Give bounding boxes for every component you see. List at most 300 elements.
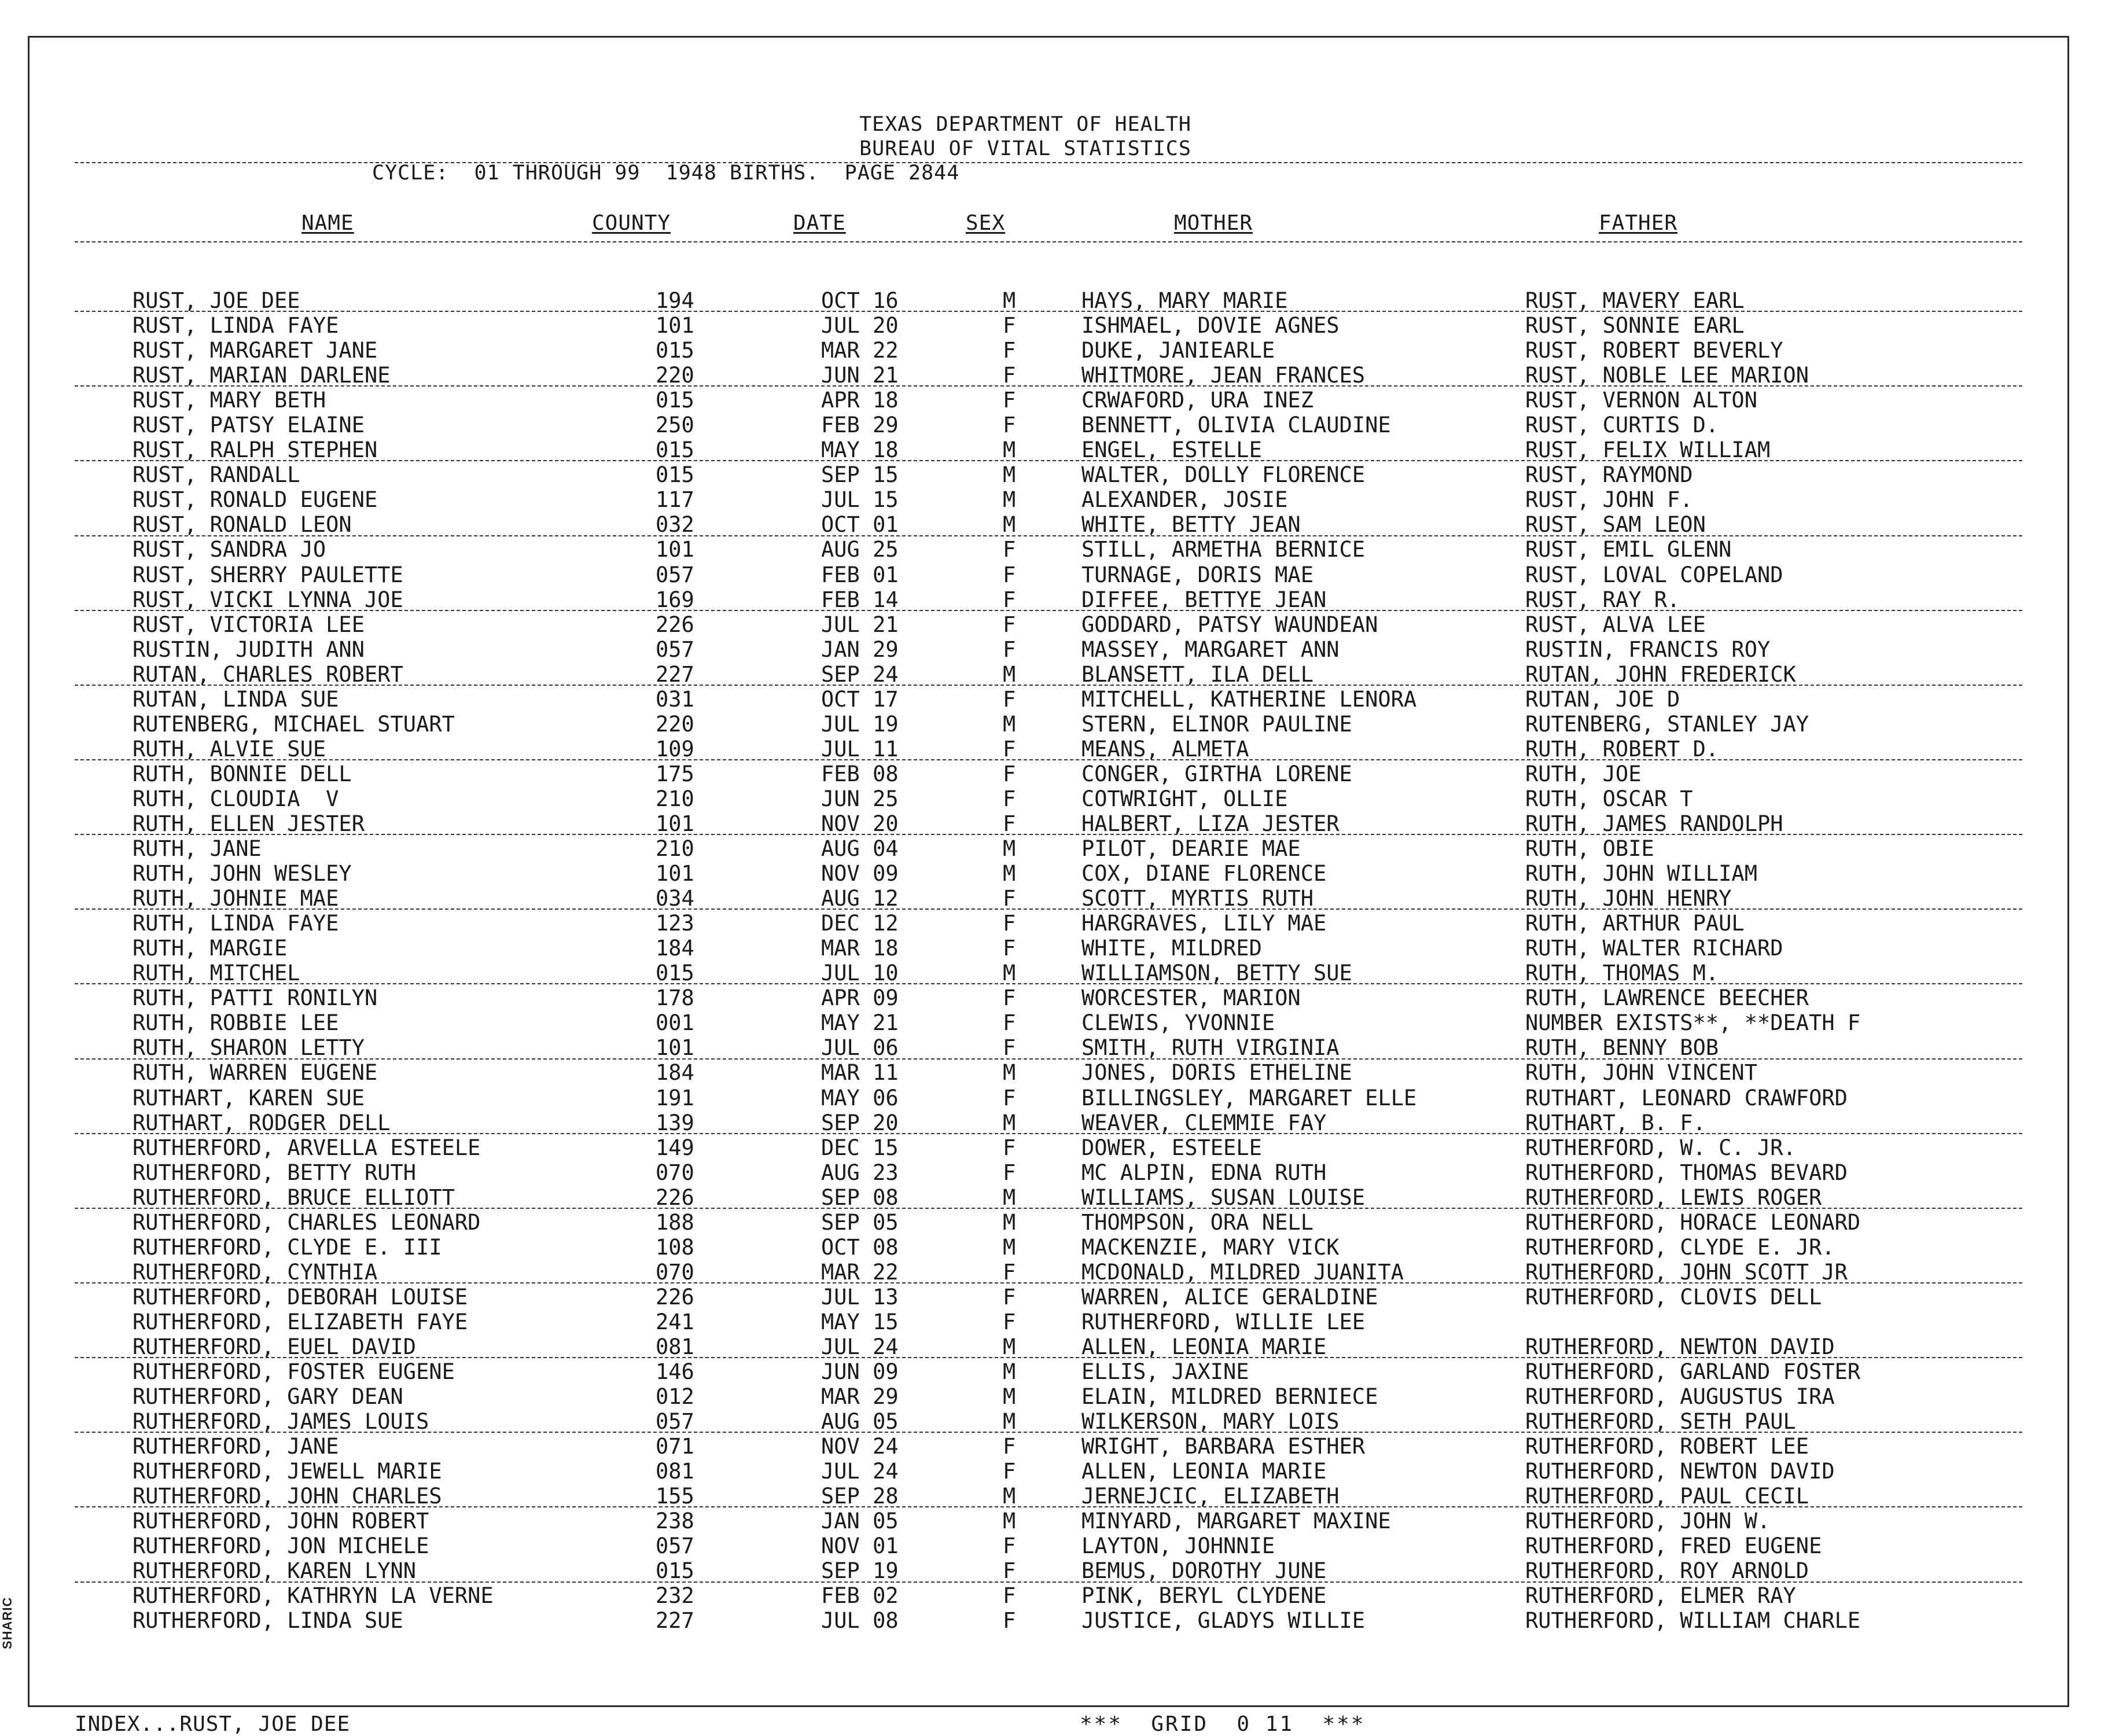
row-separator xyxy=(75,610,2022,611)
cell-mother: WORCESTER, MARION xyxy=(1081,985,1301,1011)
table-row xyxy=(30,1384,2067,1409)
cell-sex: M xyxy=(1003,1185,1016,1210)
cell-father: RUTHERFORD, FRED EUGENE xyxy=(1525,1533,1822,1559)
cell-date: NOV 24 xyxy=(821,1434,899,1459)
cell-father: RUTHERFORD, AUGUSTUS IRA xyxy=(1525,1384,1835,1410)
cell-sex: F xyxy=(1003,363,1016,388)
row-separator xyxy=(75,1133,2022,1134)
cell-father: RUTHERFORD, ROBERT LEE xyxy=(1525,1434,1809,1459)
table-row xyxy=(30,1260,2067,1285)
table-row xyxy=(30,612,2067,637)
cell-county: 210 xyxy=(656,786,694,811)
table-row xyxy=(30,1583,2067,1608)
cell-date: AUG 05 xyxy=(821,1409,899,1435)
cell-father: RUST, ROBERT BEVERLY xyxy=(1525,338,1783,363)
cell-mother: BILLINGSLEY, MARGARET ELLE xyxy=(1081,1085,1417,1110)
cell-county: 232 xyxy=(656,1583,694,1609)
bureau-title: BUREAU OF VITAL STATISTICS xyxy=(859,137,1191,160)
cell-sex: M xyxy=(1003,462,1016,488)
table-row xyxy=(30,1334,2067,1359)
cell-county: 081 xyxy=(656,1334,694,1359)
cell-mother: ALLEN, LEONIA MARIE xyxy=(1081,1459,1327,1484)
cell-name: RUSTIN, JUDITH ANN xyxy=(133,637,365,662)
table-row xyxy=(30,811,2067,836)
cell-sex: F xyxy=(1003,911,1016,936)
cell-sex: M xyxy=(1003,961,1016,986)
records-table xyxy=(30,288,2067,1634)
table-row xyxy=(30,462,2067,487)
cell-name: RUTH, JOHNIE MAE xyxy=(133,886,339,911)
cell-name: RUTH, CLOUDIA V xyxy=(133,786,339,811)
cell-father: RUTHERFORD, HORACE LEONARD xyxy=(1525,1209,1861,1235)
cell-sex: F xyxy=(1003,1434,1016,1459)
cell-mother: WILLIAMS, SUSAN LOUISE xyxy=(1081,1185,1366,1210)
cell-father: RUTHERFORD, NEWTON DAVID xyxy=(1525,1459,1835,1484)
cell-name: RUST, RONALD EUGENE xyxy=(133,487,378,513)
cell-mother: PINK, BERYL CLYDENE xyxy=(1081,1583,1327,1609)
cell-mother: JUSTICE, GLADYS WILLIE xyxy=(1081,1608,1366,1634)
table-row xyxy=(30,587,2067,612)
cell-sex: M xyxy=(1003,1060,1016,1086)
cell-mother: MASSEY, MARGARET ANN xyxy=(1081,637,1340,662)
cell-date: JUL 21 xyxy=(821,612,899,637)
cell-name: RUTHERFORD, FOSTER EUGENE xyxy=(133,1359,455,1385)
cell-date: AUG 23 xyxy=(821,1160,899,1185)
cell-sex: M xyxy=(1003,836,1016,862)
cell-sex: M xyxy=(1003,1409,1016,1435)
cell-father: RUST, VERNON ALTON xyxy=(1525,388,1757,413)
cell-county: 012 xyxy=(656,1384,694,1410)
cell-father: RUTH, ARTHUR PAUL xyxy=(1525,911,1745,936)
table-row xyxy=(30,437,2067,462)
cell-name: RUTH, BONNIE DELL xyxy=(133,761,352,786)
cell-mother: PILOT, DEARIE MAE xyxy=(1081,836,1301,862)
cell-mother: WILLIAMSON, BETTY SUE xyxy=(1081,961,1352,986)
cell-county: 101 xyxy=(656,537,694,562)
cell-name: RUTH, ELLEN JESTER xyxy=(133,811,365,836)
cell-mother: MACKENZIE, MARY VICK xyxy=(1081,1234,1340,1260)
cell-date: JUL 19 xyxy=(821,711,899,737)
table-row xyxy=(30,1310,2067,1334)
cell-name: RUST, LINDA FAYE xyxy=(133,313,339,339)
cell-sex: F xyxy=(1003,1010,1016,1036)
table-row xyxy=(30,1160,2067,1185)
cell-father: RUST, CURTIS D. xyxy=(1525,413,1719,438)
table-row xyxy=(30,1060,2067,1085)
cell-father: NUMBER EXISTS**, **DEATH F xyxy=(1525,1010,1861,1036)
cell-mother: DUKE, JANIEARLE xyxy=(1081,338,1275,363)
cell-county: 169 xyxy=(656,587,694,612)
cell-county: 241 xyxy=(656,1309,694,1334)
table-row xyxy=(30,936,2067,961)
cell-sex: M xyxy=(1003,1234,1016,1260)
cell-mother: JONES, DORIS ETHELINE xyxy=(1081,1060,1352,1086)
cell-county: 015 xyxy=(656,437,694,463)
cell-county: 226 xyxy=(656,1185,694,1210)
cell-name: RUTH, PATTI RONILYN xyxy=(133,985,378,1011)
table-row xyxy=(30,537,2067,562)
cell-date: SEP 05 xyxy=(821,1209,899,1235)
cell-county: 101 xyxy=(656,811,694,836)
cell-mother: WARREN, ALICE GERALDINE xyxy=(1081,1284,1378,1310)
cell-sex: F xyxy=(1003,686,1016,712)
cell-father: RUTH, OBIE xyxy=(1525,836,1654,862)
cell-father: RUTH, LAWRENCE BEECHER xyxy=(1525,985,1809,1011)
cell-mother: RUTHERFORD, WILLIE LEE xyxy=(1081,1309,1366,1334)
cell-name: RUTAN, LINDA SUE xyxy=(133,686,339,712)
cell-date: JUN 25 xyxy=(821,786,899,811)
cell-father: RUTHERFORD, WILLIAM CHARLE xyxy=(1525,1608,1861,1634)
cell-sex: F xyxy=(1003,1259,1016,1285)
cell-date: MAY 18 xyxy=(821,437,899,463)
cell-mother: WHITE, MILDRED xyxy=(1081,936,1262,961)
cell-date: DEC 15 xyxy=(821,1135,899,1160)
cell-name: RUTH, ROBBIE LEE xyxy=(133,1010,339,1036)
cell-sex: M xyxy=(1003,487,1016,513)
column-header-sex: SEX xyxy=(966,211,1006,235)
cell-mother: DOWER, ESTEELE xyxy=(1081,1135,1262,1160)
table-row xyxy=(30,1608,2067,1633)
cell-date: NOV 09 xyxy=(821,861,899,887)
cell-county: 210 xyxy=(656,836,694,862)
cell-county: 057 xyxy=(656,1533,694,1559)
cell-county: 015 xyxy=(656,462,694,488)
cell-sex: F xyxy=(1003,736,1016,762)
cell-date: FEB 01 xyxy=(821,562,899,587)
cell-sex: M xyxy=(1003,1334,1016,1359)
table-row xyxy=(30,911,2067,936)
cell-date: OCT 16 xyxy=(821,288,899,313)
cell-father: RUST, SAM LEON xyxy=(1525,512,1706,538)
cell-mother: BENNETT, OLIVIA CLAUDINE xyxy=(1081,413,1391,438)
table-row xyxy=(30,1285,2067,1310)
column-header-father: FATHER xyxy=(1599,211,1678,235)
cell-county: 178 xyxy=(656,985,694,1011)
cell-name: RUST, VICKI LYNNA JOE xyxy=(133,587,403,612)
cell-name: RUTH, LINDA FAYE xyxy=(133,911,339,936)
cell-mother: SCOTT, MYRTIS RUTH xyxy=(1081,886,1313,911)
cell-sex: F xyxy=(1003,1558,1016,1584)
cell-father: RUTHERFORD, JOHN SCOTT JR xyxy=(1525,1259,1848,1285)
cell-county: 184 xyxy=(656,1060,694,1086)
table-row xyxy=(30,1210,2067,1235)
cell-mother: ELLIS, JAXINE xyxy=(1081,1359,1249,1385)
table-row xyxy=(30,1459,2067,1484)
cycle-line: CYCLE: 01 THROUGH 99 1948 BIRTHS. PAGE 2844 xyxy=(372,161,960,185)
cell-date: MAY 15 xyxy=(821,1309,899,1334)
cell-father: RUST, SONNIE EARL xyxy=(1525,313,1745,339)
cell-father: RUTHERFORD, W. C. JR. xyxy=(1525,1135,1796,1160)
table-row xyxy=(30,487,2067,512)
cell-mother: CLEWIS, YVONNIE xyxy=(1081,1010,1275,1036)
table-row xyxy=(30,413,2067,437)
column-header-date: DATE xyxy=(793,211,846,235)
cell-name: RUST, SHERRY PAULETTE xyxy=(133,562,403,587)
page-frame xyxy=(28,36,2069,1736)
cell-county: 155 xyxy=(656,1484,694,1509)
row-separator xyxy=(75,1282,2022,1283)
cell-father: RUTH, JOHN WILLIAM xyxy=(1525,861,1757,887)
cell-father: RUTHERFORD, NEWTON DAVID xyxy=(1525,1334,1835,1359)
cell-sex: M xyxy=(1003,861,1016,887)
table-row xyxy=(30,687,2067,712)
cell-date: JUN 09 xyxy=(821,1359,899,1385)
cell-county: 015 xyxy=(656,961,694,986)
cell-sex: F xyxy=(1003,886,1016,911)
table-row xyxy=(30,1558,2067,1583)
cell-name: RUTH, ALVIE SUE xyxy=(133,736,326,762)
table-row xyxy=(30,1035,2067,1060)
cell-date: SEP 24 xyxy=(821,661,899,687)
cell-date: SEP 20 xyxy=(821,1110,899,1135)
row-separator xyxy=(75,685,2022,686)
cell-mother: CRWAFORD, URA INEZ xyxy=(1081,388,1313,413)
cell-father: RUTH, JOHN VINCENT xyxy=(1525,1060,1757,1086)
cell-mother: SMITH, RUTH VIRGINIA xyxy=(1081,1035,1340,1061)
table-row xyxy=(30,388,2067,413)
cell-county: 057 xyxy=(656,637,694,662)
cell-county: 108 xyxy=(656,1234,694,1260)
table-row xyxy=(30,363,2067,388)
cell-name: RUTHERFORD, CLYDE E. III xyxy=(133,1234,442,1260)
cell-father: RUST, MAVERY EARL xyxy=(1525,288,1745,313)
cell-county: 101 xyxy=(656,313,694,339)
table-row xyxy=(30,1484,2067,1509)
cell-date: AUG 04 xyxy=(821,836,899,862)
cell-sex: F xyxy=(1003,786,1016,811)
cell-sex: F xyxy=(1003,761,1016,786)
cell-mother: CONGER, GIRTHA LORENE xyxy=(1081,761,1352,786)
cell-name: RUST, MARGARET JANE xyxy=(133,338,378,363)
cell-father: RUTHERFORD, JOHN W. xyxy=(1525,1509,1771,1534)
cell-county: 123 xyxy=(656,911,694,936)
cell-father: RUTH, ROBERT D. xyxy=(1525,736,1719,762)
row-separator xyxy=(75,1506,2022,1507)
table-row xyxy=(30,961,2067,985)
cell-county: 032 xyxy=(656,512,694,538)
cell-name: RUTHART, KAREN SUE xyxy=(133,1085,365,1110)
cell-county: 226 xyxy=(656,612,694,637)
cell-mother: BEMUS, DOROTHY JUNE xyxy=(1081,1558,1327,1584)
table-row xyxy=(30,786,2067,811)
cell-sex: F xyxy=(1003,1309,1016,1334)
table-row xyxy=(30,1185,2067,1210)
cell-date: DEC 12 xyxy=(821,911,899,936)
cell-mother: WILKERSON, MARY LOIS xyxy=(1081,1409,1340,1435)
cell-name: RUST, SANDRA JO xyxy=(133,537,326,562)
top-divider xyxy=(75,162,2022,163)
cell-name: RUST, MARY BETH xyxy=(133,388,326,413)
cell-name: RUTHERFORD, KAREN LYNN xyxy=(133,1558,417,1584)
cell-county: 081 xyxy=(656,1459,694,1484)
cell-sex: F xyxy=(1003,1284,1016,1310)
cell-date: FEB 29 xyxy=(821,413,899,438)
cell-mother: HARGRAVES, LILY MAE xyxy=(1081,911,1327,936)
cell-father: RUST, RAYMOND xyxy=(1525,462,1693,488)
cell-name: RUTAN, CHARLES ROBERT xyxy=(133,661,403,687)
cell-mother: TURNAGE, DORIS MAE xyxy=(1081,562,1313,587)
cell-date: SEP 28 xyxy=(821,1484,899,1509)
cell-date: JUL 13 xyxy=(821,1284,899,1310)
cell-mother: MEANS, ALMETA xyxy=(1081,736,1249,762)
cell-mother: ALEXANDER, JOSIE xyxy=(1081,487,1288,513)
table-row xyxy=(30,313,2067,338)
cell-mother: BLANSETT, ILA DELL xyxy=(1081,661,1313,687)
cell-name: RUTH, JOHN WESLEY xyxy=(133,861,352,887)
cell-sex: F xyxy=(1003,1608,1016,1634)
cell-county: 031 xyxy=(656,686,694,712)
cell-father: RUST, LOVAL COPELAND xyxy=(1525,562,1783,587)
cell-father: RUTH, OSCAR T xyxy=(1525,786,1693,811)
cell-name: RUTHERFORD, BRUCE ELLIOTT xyxy=(133,1185,455,1210)
cell-name: RUTHART, RODGER DELL xyxy=(133,1110,391,1135)
cell-date: MAR 22 xyxy=(821,338,899,363)
cell-date: MAY 21 xyxy=(821,1010,899,1036)
cell-mother: ISHMAEL, DOVIE AGNES xyxy=(1081,313,1340,339)
cell-sex: F xyxy=(1003,1533,1016,1559)
table-row xyxy=(30,338,2067,363)
header-divider xyxy=(75,241,2022,242)
cell-father: RUST, RAY R. xyxy=(1525,587,1680,612)
cell-mother: MITCHELL, KATHERINE LENORA xyxy=(1081,686,1417,712)
cell-mother: COX, DIANE FLORENCE xyxy=(1081,861,1327,887)
table-row xyxy=(30,836,2067,861)
cell-sex: M xyxy=(1003,661,1016,687)
cell-sex: M xyxy=(1003,288,1016,313)
cell-father: RUST, NOBLE LEE MARION xyxy=(1525,363,1809,388)
cell-county: 175 xyxy=(656,761,694,786)
cell-sex: F xyxy=(1003,1583,1016,1609)
cell-name: RUTHERFORD, JOHN ROBERT xyxy=(133,1509,429,1534)
row-separator xyxy=(75,1208,2022,1209)
cell-mother: MCDONALD, MILDRED JUANITA xyxy=(1081,1259,1404,1285)
cell-mother: MC ALPIN, EDNA RUTH xyxy=(1081,1160,1327,1185)
cell-county: 238 xyxy=(656,1509,694,1534)
cell-mother: LAYTON, JOHNNIE xyxy=(1081,1533,1275,1559)
table-row xyxy=(30,886,2067,911)
cell-sex: M xyxy=(1003,512,1016,538)
table-row xyxy=(30,1235,2067,1260)
cell-father: RUTHERFORD, SETH PAUL xyxy=(1525,1409,1796,1435)
cell-father: RUTHERFORD, CLOVIS DELL xyxy=(1525,1284,1822,1310)
cell-name: RUST, JOE DEE xyxy=(133,288,300,313)
cell-father: RUTHERFORD, THOMAS BEVARD xyxy=(1525,1160,1848,1185)
cell-county: 226 xyxy=(656,1284,694,1310)
cell-father: RUST, FELIX WILLIAM xyxy=(1525,437,1771,463)
table-row xyxy=(30,737,2067,762)
cell-name: RUTHERFORD, GARY DEAN xyxy=(133,1384,403,1410)
cell-date: SEP 19 xyxy=(821,1558,899,1584)
cell-date: APR 09 xyxy=(821,985,899,1011)
table-row xyxy=(30,1135,2067,1160)
cell-mother: MINYARD, MARGARET MAXINE xyxy=(1081,1509,1391,1534)
cell-sex: F xyxy=(1003,985,1016,1011)
cell-mother: GODDARD, PATSY WAUNDEAN xyxy=(1081,612,1378,637)
table-row xyxy=(30,1086,2067,1110)
table-row xyxy=(30,1110,2067,1135)
cell-county: 015 xyxy=(656,338,694,363)
cell-sex: F xyxy=(1003,612,1016,637)
table-row xyxy=(30,712,2067,737)
cell-county: 184 xyxy=(656,936,694,961)
cell-county: 146 xyxy=(656,1359,694,1385)
cell-date: JUL 10 xyxy=(821,961,899,986)
cell-sex: F xyxy=(1003,562,1016,587)
table-row xyxy=(30,1533,2067,1558)
cell-father: RUTHART, B. F. xyxy=(1525,1110,1706,1135)
table-row xyxy=(30,1359,2067,1384)
cell-sex: F xyxy=(1003,388,1016,413)
cell-father: RUTHERFORD, ELMER RAY xyxy=(1525,1583,1796,1609)
table-row xyxy=(30,562,2067,587)
cell-name: RUTH, WARREN EUGENE xyxy=(133,1060,378,1086)
cell-father: RUTHERFORD, LEWIS ROGER xyxy=(1525,1185,1822,1210)
footer-grid: *** GRID 0 11 *** xyxy=(1080,1712,1366,1736)
cell-date: FEB 08 xyxy=(821,761,899,786)
cell-sex: M xyxy=(1003,1209,1016,1235)
table-row xyxy=(30,288,2067,313)
cell-date: MAR 22 xyxy=(821,1259,899,1285)
cell-date: SEP 15 xyxy=(821,462,899,488)
table-row xyxy=(30,512,2067,537)
cell-mother: ENGEL, ESTELLE xyxy=(1081,437,1262,463)
cell-father: RUTHART, LEONARD CRAWFORD xyxy=(1525,1085,1848,1110)
cell-date: JUL 24 xyxy=(821,1459,899,1484)
cell-mother: WALTER, DOLLY FLORENCE xyxy=(1081,462,1366,488)
cell-name: RUTH, MITCHEL xyxy=(133,961,300,986)
cell-county: 227 xyxy=(656,661,694,687)
cell-father: RUTH, THOMAS M. xyxy=(1525,961,1719,986)
cell-name: RUTHERFORD, ARVELLA ESTEELE xyxy=(133,1135,481,1160)
cell-date: JAN 05 xyxy=(821,1509,899,1534)
cell-date: JUL 06 xyxy=(821,1035,899,1061)
cell-county: 149 xyxy=(656,1135,694,1160)
cell-date: SEP 08 xyxy=(821,1185,899,1210)
cell-county: 227 xyxy=(656,1608,694,1634)
cell-county: 220 xyxy=(656,711,694,737)
cell-name: RUTHERFORD, JANE xyxy=(133,1434,339,1459)
cell-father: RUTH, JAMES RANDOLPH xyxy=(1525,811,1783,836)
margin-label: SHARIC xyxy=(0,1597,14,1649)
cell-sex: F xyxy=(1003,1459,1016,1484)
table-row xyxy=(30,1010,2067,1035)
cell-date: MAR 11 xyxy=(821,1060,899,1086)
column-header-mother: MOTHER xyxy=(1174,211,1253,235)
cell-name: RUTHERFORD, BETTY RUTH xyxy=(133,1160,417,1185)
cell-sex: M xyxy=(1003,711,1016,737)
cell-date: JUL 24 xyxy=(821,1334,899,1359)
table-row xyxy=(30,1434,2067,1459)
cell-mother: WEAVER, CLEMMIE FAY xyxy=(1081,1110,1327,1135)
cell-name: RUTHERFORD, EUEL DAVID xyxy=(133,1334,417,1359)
cell-sex: F xyxy=(1003,637,1016,662)
cell-name: RUTH, MARGIE xyxy=(133,936,288,961)
cell-name: RUTH, SHARON LETTY xyxy=(133,1035,365,1061)
cell-mother: WHITMORE, JEAN FRANCES xyxy=(1081,363,1366,388)
cell-sex: F xyxy=(1003,413,1016,438)
cell-mother: DIFFEE, BETTYE JEAN xyxy=(1081,587,1327,612)
cell-county: 220 xyxy=(656,363,694,388)
cell-name: RUTHERFORD, CYNTHIA xyxy=(133,1259,378,1285)
cell-date: NOV 20 xyxy=(821,811,899,836)
cell-date: JUL 15 xyxy=(821,487,899,513)
cell-county: 001 xyxy=(656,1010,694,1036)
cell-name: RUST, MARIAN DARLENE xyxy=(133,363,391,388)
cell-father: RUTHERFORD, GARLAND FOSTER xyxy=(1525,1359,1861,1385)
cell-name: RUTHERFORD, LINDA SUE xyxy=(133,1608,403,1634)
cell-county: 139 xyxy=(656,1110,694,1135)
cell-name: RUST, RALPH STEPHEN xyxy=(133,437,378,463)
